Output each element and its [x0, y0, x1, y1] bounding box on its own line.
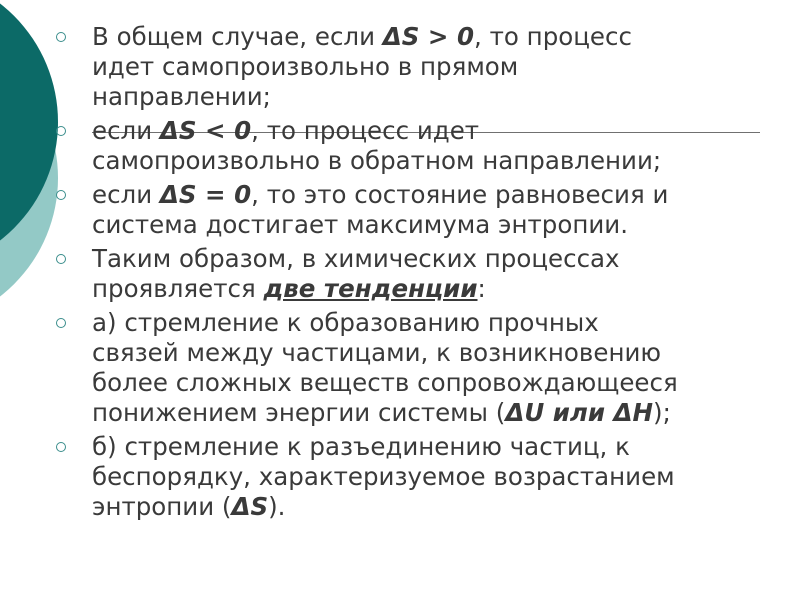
- text-line: [92, 82, 768, 112]
- text-line: [92, 432, 768, 462]
- text: , то процесс: [474, 22, 632, 51]
- bullet-item: [48, 22, 768, 112]
- bullet-item: [48, 308, 768, 428]
- formula: ΔS: [231, 492, 269, 521]
- text-line: [92, 308, 768, 338]
- text-line: [92, 146, 768, 176]
- text: система достигает максимума энтропии.: [92, 210, 628, 239]
- text-line: [92, 22, 768, 52]
- text: ).: [268, 492, 286, 521]
- text: идет самопроизвольно в прямом: [92, 52, 519, 81]
- text-line: [92, 52, 768, 82]
- text: самопроизвольно в обратном направлении;: [92, 146, 662, 175]
- bullet-item: [48, 180, 768, 240]
- text-line: [92, 210, 768, 240]
- text: направлении;: [92, 82, 271, 111]
- text: более сложных веществ сопровождающееся: [92, 368, 678, 397]
- text: В общем случае, если: [92, 22, 383, 51]
- formula: ΔU или ΔH: [505, 398, 654, 427]
- hollow-circle-bullet-icon: [56, 32, 66, 42]
- text-line: [92, 398, 768, 428]
- formula: ΔS < 0: [159, 116, 252, 145]
- text: а) стремление к образованию прочных: [92, 308, 599, 337]
- bullet-item: [48, 432, 768, 522]
- hollow-circle-bullet-icon: [56, 190, 66, 200]
- text-line: [92, 274, 768, 304]
- emphasis: две тенденции: [263, 274, 478, 303]
- text: :: [477, 274, 486, 303]
- text: если: [92, 116, 160, 145]
- formula: ΔS > 0: [382, 22, 475, 51]
- text-line: [92, 244, 768, 274]
- hollow-circle-bullet-icon: [56, 442, 66, 452]
- formula: ΔS = 0: [159, 180, 252, 209]
- text-line: [92, 492, 768, 522]
- text: беспорядку, характеризуемое возрастанием: [92, 462, 675, 491]
- text: энтропии (: [92, 492, 232, 521]
- text-line: [92, 462, 768, 492]
- text: , то процесс идет: [251, 116, 480, 145]
- text: , то это состояние равновесия и: [251, 180, 669, 209]
- text-line: [92, 338, 768, 368]
- bullet-list: [48, 22, 768, 526]
- hollow-circle-bullet-icon: [56, 126, 66, 136]
- text: б) стремление к разъединению частиц, к: [92, 432, 630, 461]
- hollow-circle-bullet-icon: [56, 318, 66, 328]
- bullet-item: [48, 116, 768, 176]
- text: );: [653, 398, 671, 427]
- bullet-item: [48, 244, 768, 304]
- hollow-circle-bullet-icon: [56, 254, 66, 264]
- text: Таким образом, в химических процессах: [92, 244, 620, 273]
- text: проявляется: [92, 274, 264, 303]
- text: связей между частицами, к возникновению: [92, 338, 662, 367]
- text: если: [92, 180, 160, 209]
- text-line: [92, 180, 768, 210]
- text-line: [92, 116, 768, 146]
- text: понижением энергии системы (: [92, 398, 506, 427]
- text-line: [92, 368, 768, 398]
